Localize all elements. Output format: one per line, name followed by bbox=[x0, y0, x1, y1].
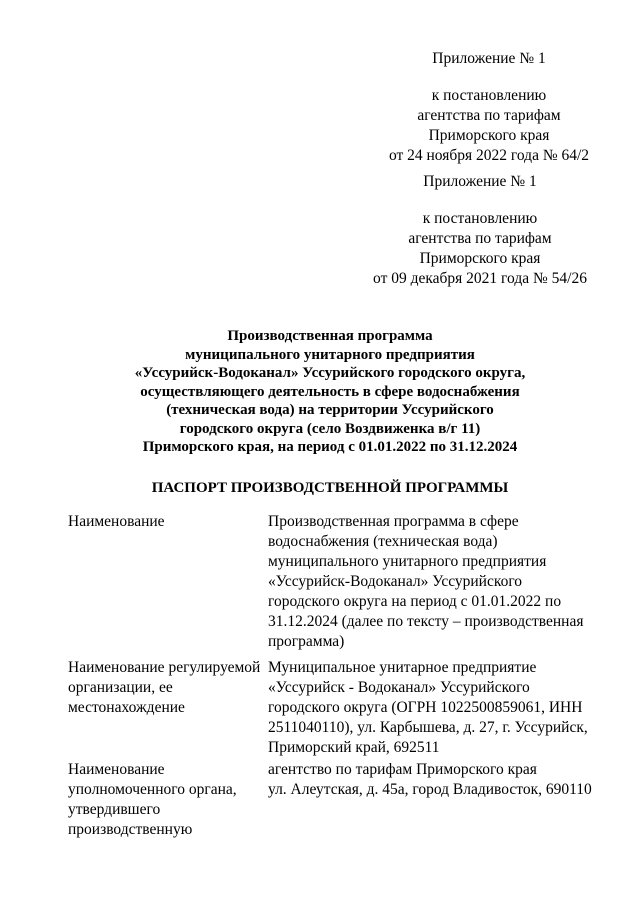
label-line: уполномоченного органа, bbox=[68, 781, 237, 798]
value-line: «Уссурийск - Водоканал» Уссурийского bbox=[268, 679, 530, 696]
annex-title: Приложение № 1 bbox=[432, 50, 546, 67]
label-line: организации, ее bbox=[68, 679, 173, 696]
passport-row-value bbox=[268, 760, 598, 800]
value-line: программа) bbox=[268, 633, 345, 650]
annex-line: Приморского края bbox=[428, 127, 550, 144]
value-line: городского округа на период с 01.01.2022 по bbox=[268, 593, 562, 610]
program-title-line: «Уссурийск-Водоканал» Уссурийского городского округа, bbox=[134, 365, 526, 381]
passport-heading: ПАСПОРТ ПРОИЗВОДСТВЕННОЙ ПРОГРАММЫ bbox=[151, 480, 509, 496]
label-line: производственную bbox=[68, 821, 193, 838]
value-line: водоснабжения (техническая вода) bbox=[268, 533, 498, 550]
program-title-line: муниципального унитарного предприятия bbox=[185, 346, 475, 363]
value-line: муниципального унитарного предприятия bbox=[268, 553, 547, 570]
annex-line: агентства по тарифам bbox=[417, 107, 561, 124]
value-line: Приморский край, 692511 bbox=[268, 739, 440, 756]
value-line: Производственная программа в сфере bbox=[268, 513, 519, 530]
program-title-line: осуществляющего деятельность в сфере водоснабжения bbox=[140, 383, 520, 400]
annex-block-original bbox=[360, 172, 600, 289]
label-line: Наименование регулируемой bbox=[68, 659, 261, 676]
program-title-line: городского округа (село Воздвиженка в/г 11) bbox=[179, 420, 481, 437]
annex-line: от 09 декабря 2021 года № 54/26 bbox=[373, 270, 587, 287]
annex-line: к постановлению bbox=[422, 210, 538, 227]
value-line: 2511040110), ул. Карбышева, д. 27, г. Уссурийск, bbox=[268, 719, 588, 736]
label-line: Наименование bbox=[68, 513, 165, 530]
value-line: ул. Алеутская, д. 45а, город Владивосток, 690110 bbox=[268, 781, 592, 798]
program-title-line: (техническая вода) на территории Уссурийского bbox=[166, 402, 494, 418]
value-line: «Уссурийск-Водоканал» Уссурийского bbox=[268, 573, 523, 590]
value-line: городского округа (ОГРН 1022500859061, ИНН bbox=[268, 699, 583, 716]
program-title bbox=[70, 327, 590, 457]
passport-row-value bbox=[268, 512, 598, 652]
passport-row-label bbox=[68, 658, 261, 718]
annex-block-current bbox=[369, 49, 609, 166]
annex-line: Приморского края bbox=[419, 250, 541, 267]
annex-title: Приложение № 1 bbox=[423, 173, 537, 190]
value-line: Муниципальное унитарное предприятие bbox=[268, 659, 537, 676]
value-line: агентство по тарифам Приморского края bbox=[268, 761, 537, 778]
annex-line: от 24 ноября 2022 года № 64/2 bbox=[388, 147, 590, 164]
label-line: Наименование bbox=[68, 761, 165, 778]
passport-row-label bbox=[68, 760, 258, 840]
annex-line: к постановлению bbox=[431, 87, 547, 104]
annex-line: агентства по тарифам bbox=[408, 230, 552, 247]
program-title-line: Приморского края, на период с 01.01.2022 по 31.12.2024 bbox=[142, 439, 518, 455]
program-title-line: Производственная программа bbox=[227, 328, 433, 344]
passport-row-label bbox=[68, 512, 258, 532]
label-line: утвердившего bbox=[68, 801, 161, 818]
value-line: 31.12.2024 (далее по тексту – производственная bbox=[268, 613, 584, 630]
passport-row-value bbox=[268, 658, 598, 758]
label-line: местонахождение bbox=[68, 699, 185, 716]
